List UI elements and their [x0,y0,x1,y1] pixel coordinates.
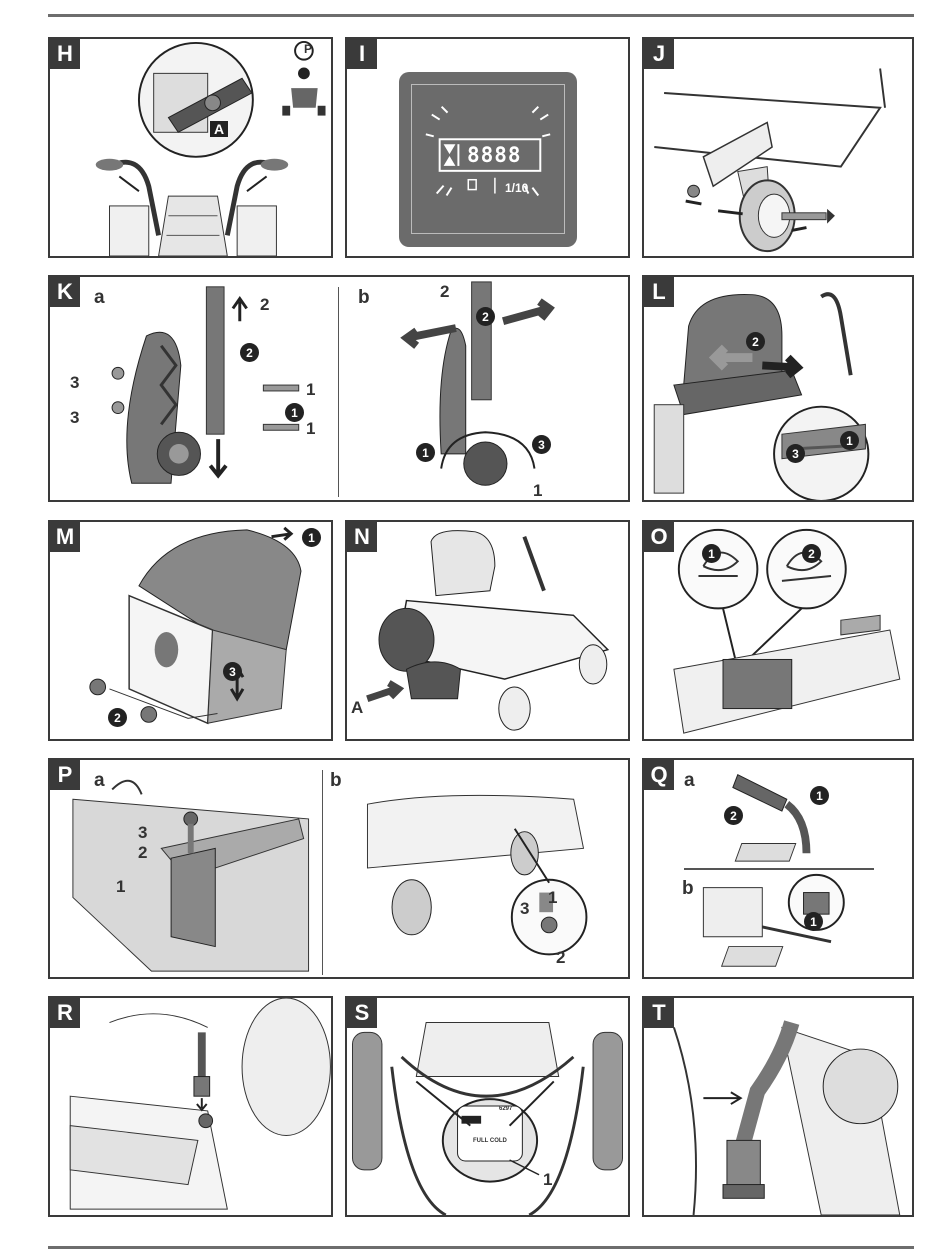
mower-illustration [347,522,628,739]
callout-1-b: 1 [548,888,558,907]
callout-1: 1 [543,1170,553,1189]
top-rule [48,14,914,17]
sub-label-b: b [682,878,694,899]
step-1: 1 [840,431,859,450]
callout-1: 1 [116,877,126,896]
panel-l [642,275,914,502]
callout-a: A [210,121,228,137]
callout-3-b: 3 [520,899,530,918]
dipstick-level-label: FULL COLD [473,1138,507,1144]
oil-drain-illustration [644,760,912,977]
sub-label-b: b [358,287,370,308]
deck-linkage-illustration [50,760,628,977]
step-1: 1 [810,786,829,805]
callout-1-top: 1 [306,380,316,399]
bottom-rule [48,1246,914,1249]
callout-2: 2 [260,295,270,314]
tenths-label: 1/10 [505,181,529,195]
panel-letter: P [50,760,80,790]
seat-adjust-illustration [50,277,628,500]
panel-letter: O [644,522,674,552]
hour-meter-display [399,72,577,247]
panel-o [642,520,914,741]
step-1-b: 1 [416,443,435,462]
callout-a: A [351,698,364,717]
step-1-b: 1 [804,912,823,931]
step-3: 3 [786,444,805,463]
callout-3-bottom: 3 [70,408,80,427]
cotter-pin-illustration [644,522,912,739]
fuel-hose-illustration [644,998,912,1215]
panel-r [48,996,333,1217]
lcd-digits: 8888 [467,143,522,167]
dipstick-illustration [347,998,628,1215]
panel-letter: M [50,522,80,552]
lcd-screen [411,84,565,234]
step-2-b: 2 [476,307,495,326]
panel-letter: H [50,39,80,69]
sub-label-a: a [94,287,105,308]
panel-letter: L [644,277,674,307]
wheel-illustration [644,39,912,256]
panel-j [642,37,914,258]
sub-label-a: a [94,770,105,791]
step-2: 2 [802,544,821,563]
step-3-b: 3 [532,435,551,454]
panel-letter: S [347,998,377,1028]
step-2: 2 [108,708,127,727]
sub-label-b: b [330,770,342,791]
callout-2-b: 2 [440,282,450,301]
panel-letter: J [644,39,674,69]
panel-t [642,996,914,1217]
dipstick-part-number: 6297 [499,1106,513,1112]
step-2: 2 [724,806,743,825]
panel-q [642,758,914,979]
callout-3-top: 3 [70,373,80,392]
sub-label-a: a [684,770,695,791]
step-3: 3 [223,662,242,681]
step-1: 1 [702,544,721,563]
step-2: 2 [240,343,259,362]
step-1: 1 [302,528,321,547]
panel-i [345,37,630,258]
panel-letter: K [50,277,80,307]
panel-h [48,37,333,258]
callout-3: 3 [138,823,148,842]
seat-slide-illustration [644,277,912,500]
panel-s [345,996,630,1217]
callout-1-bottom: 1 [306,419,316,438]
panel-p [48,758,630,979]
callout-2-b: 2 [556,948,566,967]
hose-connection-illustration [50,998,331,1215]
chute-illustration [50,522,331,739]
lever-illustration [50,39,331,256]
callout-2: 2 [138,843,148,862]
step-2: 2 [746,332,765,351]
panel-letter: Q [644,760,674,790]
panel-letter: T [644,998,674,1028]
panel-letter: R [50,998,80,1028]
step-1: 1 [285,403,304,422]
panel-letter: N [347,522,377,552]
panel-m [48,520,333,741]
panel-n [345,520,630,741]
parking-symbol: P [304,42,313,56]
panel-k [48,275,630,502]
callout-1-b: 1 [533,481,543,500]
panel-letter: I [347,39,377,69]
